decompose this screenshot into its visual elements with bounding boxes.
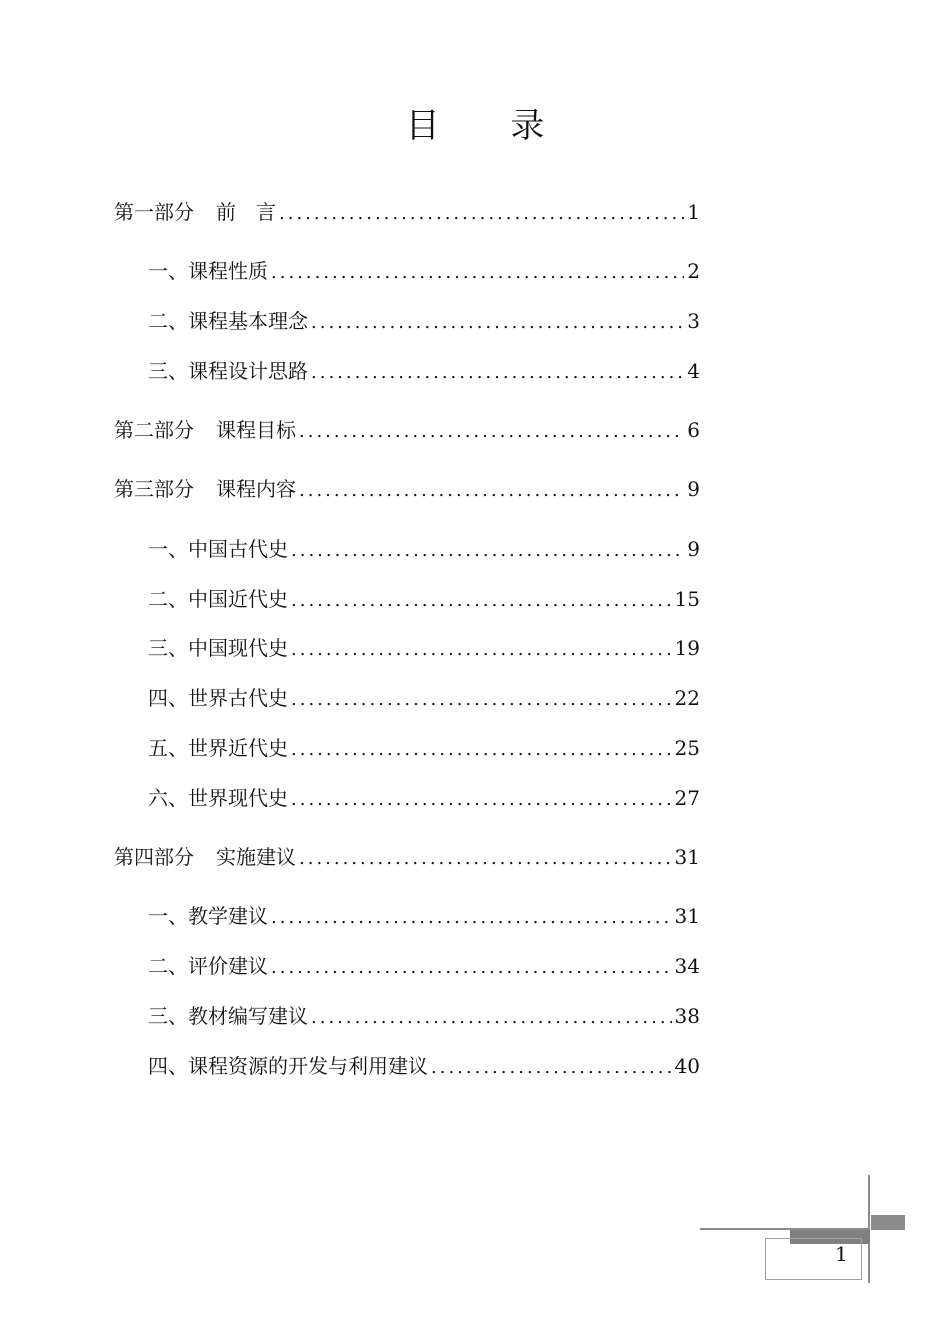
toc-page-number: 15	[674, 587, 700, 611]
toc-entry-label: 第二部分 课程目标	[114, 418, 296, 442]
toc-entry-section[interactable]	[148, 902, 700, 930]
toc-leader-dots	[291, 786, 672, 814]
toc-leader-dots	[291, 636, 672, 664]
toc-entry-section[interactable]	[148, 634, 700, 662]
toc-leader-dots	[291, 686, 672, 714]
toc-entry-section[interactable]	[148, 1002, 700, 1030]
toc-page-number: 9	[687, 537, 700, 561]
toc-page-number: 31	[674, 904, 700, 928]
toc-leader-dots	[291, 587, 672, 615]
toc-page-number: 1	[687, 200, 700, 224]
toc-entry-section[interactable]	[148, 734, 700, 762]
toc-leader-dots	[311, 1004, 672, 1032]
toc-page-number: 34	[674, 954, 700, 978]
toc-leader-dots	[299, 418, 684, 446]
toc-page-number: 4	[687, 359, 700, 383]
toc-leader-dots	[271, 259, 684, 287]
toc-page-number: 22	[674, 686, 700, 710]
toc-entry-section[interactable]	[148, 684, 700, 712]
toc-entry-label: 第一部分 前 言	[114, 200, 276, 224]
toc-entry-part[interactable]	[114, 198, 700, 226]
toc-entry-section[interactable]	[148, 1052, 700, 1080]
toc-leader-dots	[271, 954, 672, 982]
toc-entry-label: 二、中国近代史	[148, 587, 288, 611]
page-title: 目 录	[405, 106, 575, 146]
toc-entry-label: 一、教学建议	[148, 904, 268, 928]
toc-page-number: 9	[687, 477, 700, 501]
toc-leader-dots	[311, 359, 684, 387]
toc-entry-label: 第四部分 实施建议	[114, 845, 296, 869]
footer-decor-bar-right	[871, 1215, 905, 1230]
toc-entry-label: 二、课程基本理念	[148, 309, 308, 333]
footer-page-number: 1	[835, 1242, 848, 1266]
toc-entry-section[interactable]	[148, 357, 700, 385]
toc-leader-dots	[299, 845, 672, 873]
toc-entry-section[interactable]	[148, 585, 700, 613]
toc-page-number: 6	[687, 418, 700, 442]
toc-leader-dots	[311, 309, 684, 337]
toc-entry-section[interactable]	[148, 257, 700, 285]
toc-page-number: 40	[674, 1054, 700, 1078]
toc-entry-label: 四、世界古代史	[148, 686, 288, 710]
toc-entry-section[interactable]	[148, 784, 700, 812]
toc-entry-label: 一、中国古代史	[148, 537, 288, 561]
toc-entry-section[interactable]	[148, 307, 700, 335]
toc-page-number: 31	[674, 845, 700, 869]
toc-page-number: 38	[674, 1004, 700, 1028]
toc-page-number: 3	[687, 309, 700, 333]
toc-page-number: 25	[674, 736, 700, 760]
toc-entry-label: 五、世界近代史	[148, 736, 288, 760]
toc-entry-label: 六、世界现代史	[148, 786, 288, 810]
toc-leader-dots	[279, 200, 684, 228]
toc-entry-label: 二、评价建议	[148, 954, 268, 978]
toc-leader-dots	[299, 477, 684, 505]
toc-entry-section[interactable]	[148, 952, 700, 980]
toc-entry-label: 一、课程性质	[148, 259, 268, 283]
toc-entry-label: 三、教材编写建议	[148, 1004, 308, 1028]
toc-entry-label: 三、课程设计思路	[148, 359, 308, 383]
toc-entry-section[interactable]	[148, 535, 700, 563]
toc-entry-part[interactable]	[114, 843, 700, 871]
toc-leader-dots	[291, 537, 684, 565]
toc-page-number: 19	[674, 636, 700, 660]
toc-entry-label: 四、课程资源的开发与利用建议	[148, 1054, 428, 1078]
toc-leader-dots	[291, 736, 672, 764]
toc-page-number: 27	[674, 786, 700, 810]
toc-entry-part[interactable]	[114, 416, 700, 444]
toc-leader-dots	[271, 904, 672, 932]
toc-entry-label: 第三部分 课程内容	[114, 477, 296, 501]
toc-page-number: 2	[687, 259, 700, 283]
toc-entry-part[interactable]	[114, 475, 700, 503]
toc-entry-label: 三、中国现代史	[148, 636, 288, 660]
toc-leader-dots	[431, 1054, 672, 1082]
